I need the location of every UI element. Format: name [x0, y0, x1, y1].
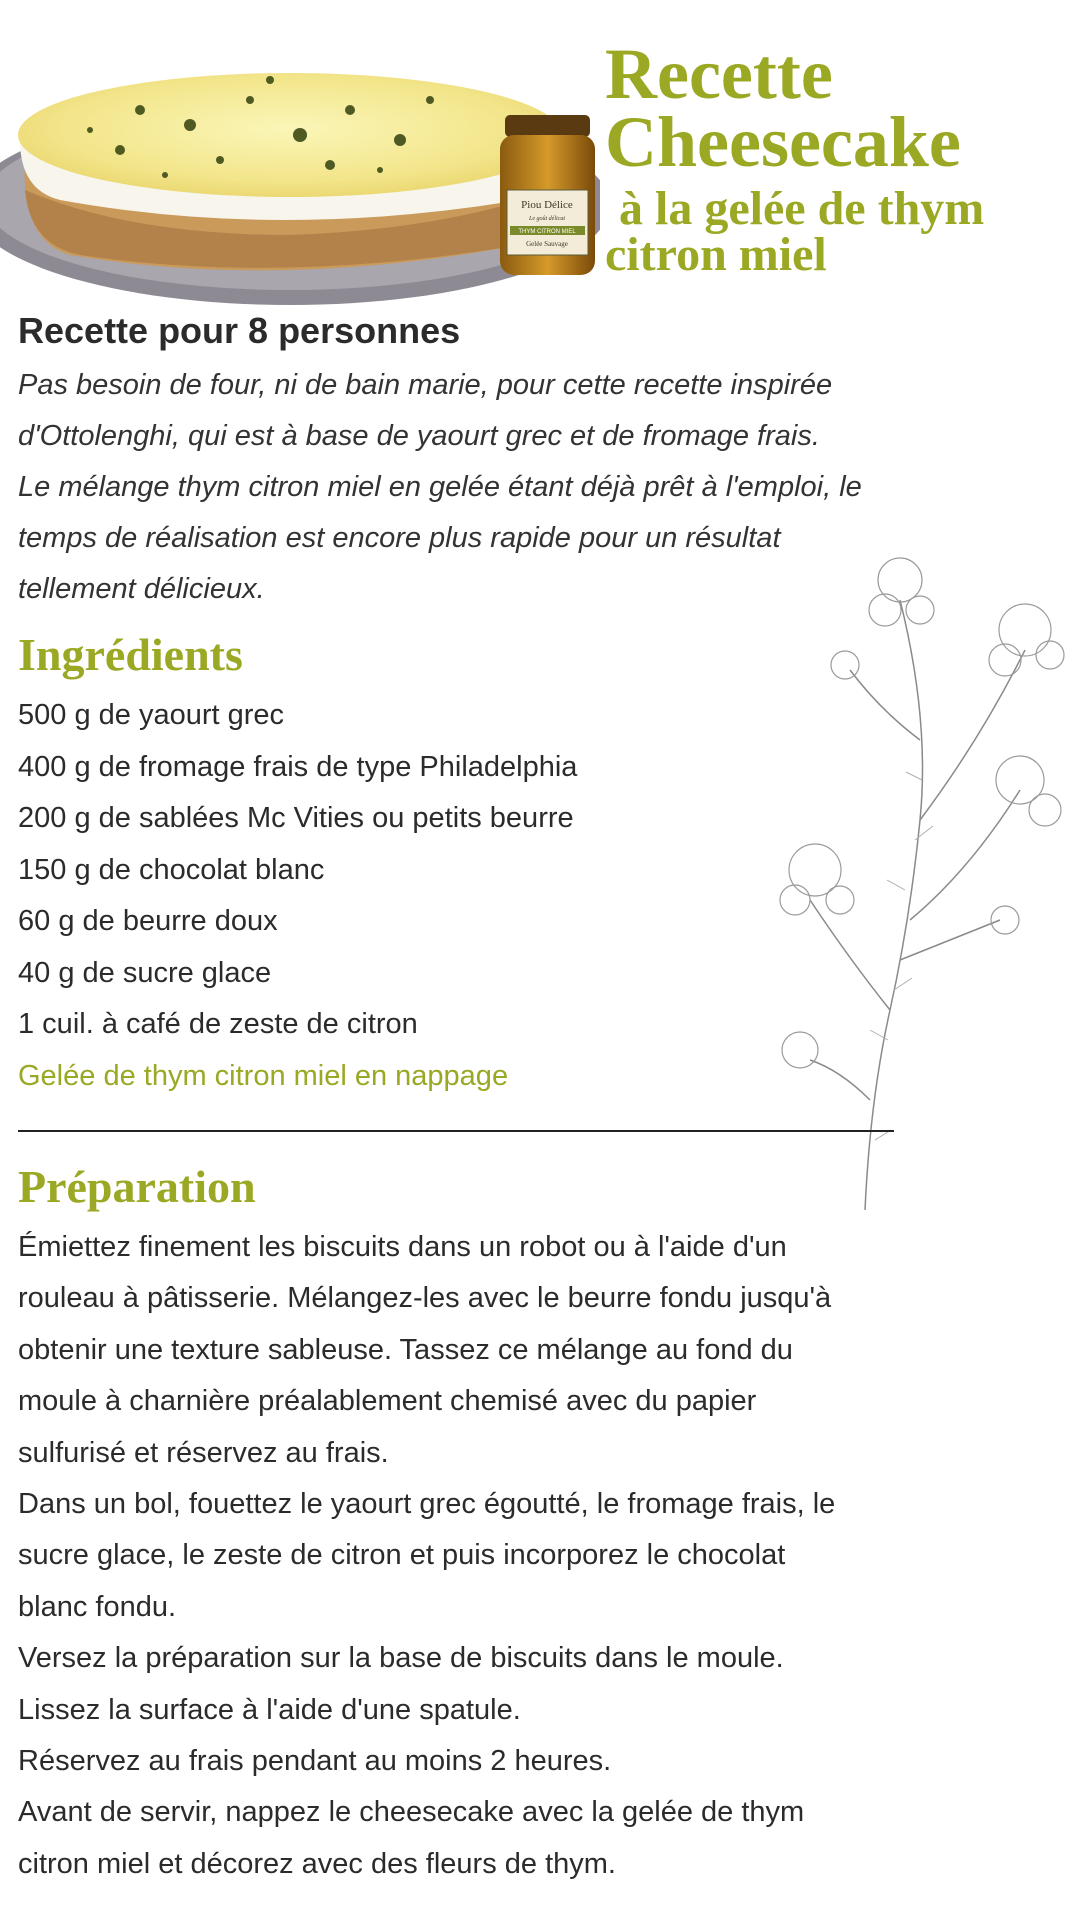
ingredients-list	[18, 690, 577, 1102]
jar-product: THYM CITRON MIEL	[518, 229, 576, 235]
ingredient-item: 1 cuil. à café de zeste de citron	[18, 1008, 418, 1040]
ingredient-item-jelly: Gelée de thym citron miel en nappage	[18, 1059, 509, 1092]
intro-line: temps de réalisation est encore plus rapide pour un résultat	[18, 522, 781, 554]
preparation-heading: Préparation	[18, 1161, 256, 1212]
honey-jar	[500, 115, 595, 275]
preparation-line: rouleau à pâtisserie. Mélangez-les avec le beurre fondu jusqu'à	[18, 1282, 832, 1315]
title-subtitle-2: citron miel	[605, 228, 827, 281]
ingredient-item: 60 g de beurre doux	[18, 905, 278, 937]
ingredient-item: 40 g de sucre glace	[18, 956, 272, 989]
servings-heading: Recette pour 8 personnes	[18, 310, 461, 351]
title-subtitle-1: à la gelée de thym	[619, 182, 985, 235]
cheesecake-photo	[0, 40, 600, 310]
preparation-line: obtenir une texture sableuse. Tassez ce mélange au fond du	[18, 1333, 793, 1366]
preparation-line: Versez la préparation sur la base de biscuits dans le moule.	[18, 1642, 784, 1675]
preparation-line: blanc fondu.	[18, 1590, 177, 1623]
preparation-line: sulfurisé et réservez au frais.	[18, 1436, 389, 1469]
preparation-line: Réservez au frais pendant au moins 2 heures.	[18, 1745, 612, 1778]
preparation-line: sucre glace, le zeste de citron et puis incorporez le chocolat	[18, 1539, 786, 1572]
jelly-top	[18, 73, 562, 197]
preparation-line: Avant de servir, nappez le cheesecake avec la gelée de thym	[18, 1796, 805, 1829]
ingredient-item: 400 g de fromage frais de type Philadelphia	[18, 750, 578, 783]
intro-line: Le mélange thym citron miel en gelée étant déjà prêt à l'emploi, le	[18, 471, 862, 503]
title-line-recette: Recette	[605, 34, 833, 114]
title-line-cheesecake: Cheesecake	[605, 102, 961, 182]
thyme-sprig-illustration	[770, 540, 1080, 1210]
intro-line: tellement délicieux.	[18, 573, 265, 605]
section-divider	[18, 1130, 894, 1132]
preparation-line: citron miel et décorez avec des fleurs de thym.	[18, 1847, 616, 1880]
jar-type: Gelée Sauvage	[526, 240, 568, 248]
preparation-line: Émiettez finement les biscuits dans un robot ou à l'aide d'un	[18, 1231, 787, 1263]
ingredient-item: 150 g de chocolat blanc	[18, 853, 325, 886]
intro-line: d'Ottolenghi, qui est à base de yaourt grec et de fromage frais.	[18, 420, 820, 452]
recipe-title	[605, 34, 1065, 281]
jar-brand: Piou Délice	[521, 199, 573, 211]
preparation-line: moule à charnière préalablement chemisé avec du papier	[18, 1385, 757, 1418]
preparation-line: Lissez la surface à l'aide d'une spatule.	[18, 1693, 521, 1726]
ingredient-item: 500 g de yaourt grec	[18, 699, 285, 731]
intro-line: Pas besoin de four, ni de bain marie, pour cette recette inspirée	[18, 369, 833, 401]
ingredient-item: 200 g de sablées Mc Vities ou petits beurre	[18, 802, 574, 834]
ingredients-heading: Ingrédients	[18, 629, 243, 680]
jar-tagline: Le goût délicat	[529, 216, 565, 222]
preparation-text	[18, 1222, 1068, 1890]
preparation-line: Dans un bol, fouettez le yaourt grec égoutté, le fromage frais, le	[18, 1488, 836, 1521]
